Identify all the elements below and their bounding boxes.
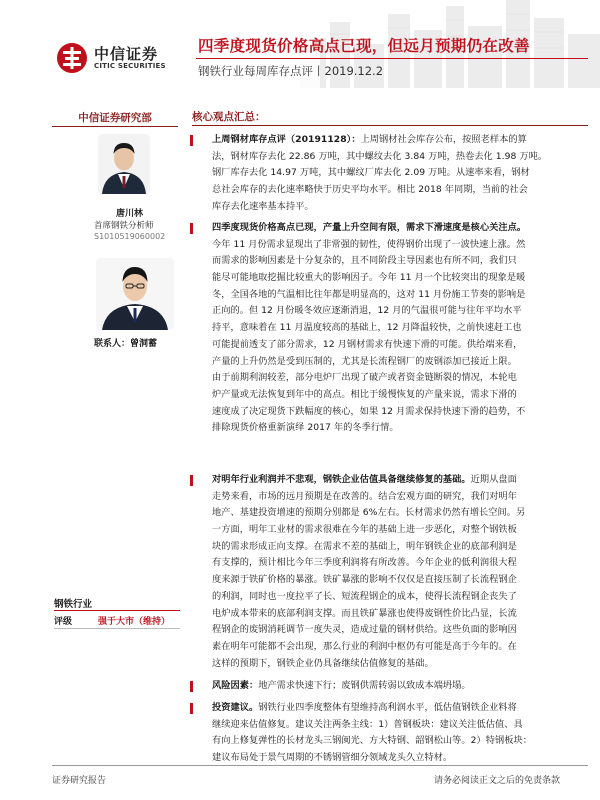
citic-logo-mark-icon — [56, 42, 88, 74]
paragraph-line: 产量的上升仍然是受到压制的，尤其是长流程钢厂的废钢添加已接近上限。 — [212, 355, 517, 367]
bullet-bar — [190, 681, 193, 692]
research-institute-label: 中信证券研究部 — [78, 112, 152, 124]
paragraph-line: 素在明年可能都不会出现，那么行业的利润中枢仍有可能是高于今年的。在 — [212, 640, 517, 652]
bullet-bar — [190, 475, 193, 486]
analyst1-title: 首席钢铁分析师 — [94, 221, 154, 231]
paragraph-line: 对明年行业利润并不悲观，钢铁企业估值具备继续修复的基础。近期从盘面 — [212, 474, 517, 485]
paragraph-line: 程钢企的废钢消耗调节一度失灵，造成过量的钢材供给。这些负面的影响因 — [212, 624, 517, 636]
analyst1-name: 唐川林 — [116, 209, 144, 219]
analyst1-avatar — [98, 134, 150, 194]
paragraph-line: 继续迎来估值修复。建议关注两条主线：1）普钢板块：建议关注低估值、具 — [212, 718, 523, 730]
rating-divider — [54, 628, 180, 629]
paragraph-line: 法，钢材库存去化 22.86 万吨，其中螺纹去化 3.84 万吨，热卷去化 1.98 万吨。 — [212, 150, 548, 162]
paragraph-line: 库存去化速率基本持平。 — [212, 200, 314, 212]
paragraph-line: 速度成了决定现货下跌幅度的核心，如果 12 月需求保持快速下滑的趋势，不 — [212, 405, 526, 417]
paragraph-line: 风险因素：地产需求快速下行；废钢供需转弱以致成本端坍塌。 — [212, 680, 471, 691]
bullet-bar — [190, 223, 193, 234]
paragraph-line: 持平，意味着在 11 月温度较高的基础上，12 月降温较快，之前快速赶工也 — [212, 322, 522, 334]
paragraph-line: 而需求的影响因素是十分复杂的，且不同阶段主导因素也有所不同，我们只 — [212, 255, 517, 267]
paragraph-line: 走势来看，市场的远月预期是在改善的。结合宏观方面的研究，我们对明年 — [212, 490, 517, 502]
paragraph-line: 块的需求形成正向支撑。在需求不差的基础上，明年钢铁企业的底部利润是 — [212, 540, 517, 552]
paragraph-line: 地产、基建投资增速的预期分别都是 6%左右。长材需求仍然有增长空间。另 — [212, 507, 526, 519]
sidebar-divider — [52, 126, 178, 127]
paragraph-line: 上周钢材库存点评（20191128）：上周钢材社会库存公布，按照老样本的算 — [212, 134, 527, 145]
bullet-bar — [190, 703, 193, 714]
logo-text-cn: 中信证券 — [94, 45, 159, 63]
paragraph-lead: 投资建议。 — [212, 702, 259, 713]
paragraph-lead: 对明年行业利润并不悲观，钢铁企业估值具备继续修复的基础。 — [212, 474, 471, 485]
sidebar — [0, 92, 180, 752]
paragraph-line: 总社会库存的去化速率略快于历史平均水平。相比 2018 年同期，当前的社会 — [212, 184, 528, 196]
industry-divider — [54, 610, 180, 611]
rating-label: 评级 — [54, 617, 73, 627]
core-views-divider — [192, 125, 588, 126]
paragraph-line: 这样的预期下，钢铁企业仍具备继续估值修复的基础。 — [212, 657, 434, 669]
paragraph-lead: 上周钢材库存点评（20191128）： — [212, 134, 361, 145]
analyst1-cert-no: S1010519060002 — [94, 232, 166, 241]
paragraph-lead: 风险因素： — [212, 680, 259, 691]
paragraph-line: 有向上修复弹性的长材龙头三钢闽光、方大特钢、韶钢松山等。2）特钢板块： — [212, 735, 532, 747]
bullet-bar — [190, 135, 193, 146]
paragraph-line: 电炉成本带来的底部利润支撑。而且铁矿暴涨也使得废钢性价比凸显，长流 — [212, 607, 517, 619]
paragraph-line — [212, 220, 586, 237]
paragraph-line: 钢厂库存去化 14.97 万吨，其中螺纹厂库去化 2.09 万吨。从速率来看，钢材 — [212, 167, 530, 179]
paragraph-line: 的利润，同时也一度拉平了长、短流程钢企的成本，使得长流程钢企丧失了 — [212, 590, 517, 602]
paragraph-line: 可能提前透支了部分需求，12 月钢材需求有快速下滑的可能。供给端来看， — [212, 338, 523, 350]
paragraph-line: 炉产量或无法恢复到年中的高点。相比于缓慢恢复的产量来说，需求下滑的 — [212, 388, 517, 400]
title-divider — [196, 58, 588, 59]
paragraph-line: 有支撑的，预计相比今年三季度利润将有所改善。今年企业的低利润很大程 — [212, 557, 517, 569]
footer-report-type: 证券研究报告 — [52, 776, 107, 786]
paragraph-line: 今年 11 月份需求显现出了非常强的韧性，使得钢价出现了一波快速上涨。然 — [212, 238, 526, 250]
paragraph-lead: 四季度现货价格高点已现，产量上升空间有限，需求下滑速度是核心关注点。 — [212, 222, 527, 233]
footer-divider — [52, 765, 588, 766]
analyst2-avatar — [96, 258, 174, 330]
report-header — [0, 0, 600, 92]
paragraph-line — [212, 437, 586, 454]
paragraph-line: 冬，全国各地的气温相比往年都是明显高的，这对 11 月份施工节奏的影响是 — [212, 288, 526, 300]
paragraph-line: 排除现货价格重新演绎 2017 年的冬季行情。 — [212, 422, 399, 434]
report-subtitle: 钢铁行业每周库存点评丨2019.12.2 — [198, 64, 384, 78]
logo-text-en: CITIC SECURITIES — [94, 62, 166, 70]
paragraph-line: 正向的。但 12 月份暖冬效应逐渐消退，12 月的气温很可能与往年平均水平 — [212, 305, 522, 317]
industry-label: 钢铁行业 — [54, 599, 93, 610]
paragraph-line: 一方面，明年工业材的需求很难在今年的基础上进一步恶化，对整个钢铁板 — [212, 524, 517, 536]
core-views-heading: 核心观点汇总： — [192, 111, 266, 123]
paragraph-line: 由于前期利润较差，部分电炉厂出现了破产或者资金链断裂的情况，本轮电 — [212, 372, 517, 384]
paragraph-line: 能尽可能地取挖掘比较重大的影响因子。今年 11 月一个比较突出的现象是暖 — [212, 272, 526, 284]
analyst2-name: 曾洞蓄 — [130, 339, 158, 349]
analyst2-label: 联系人： — [94, 339, 131, 349]
analyst2-contact — [94, 336, 157, 349]
paragraph-line: 建议布局处于景气周期的不锈钢管细分领域龙头久立特材。 — [212, 752, 453, 764]
paragraph-line: 度来源于铁矿价格的暴涨。铁矿暴涨的影响不仅仅是直接压制了长流程钢企 — [212, 574, 517, 586]
citic-logo — [56, 42, 196, 78]
paragraph-line: 投资建议。钢铁行业四季度整体有望维持高利润水平，低估值钢铁企业料将 — [212, 702, 517, 713]
rating-value: 强于大市（维持） — [98, 617, 171, 627]
report-title: 四季度现货价格高点已现，但远月预期仍在改善 — [198, 37, 530, 55]
footer-disclaimer: 请务必阅读正文之后的免责条款 — [433, 776, 560, 786]
